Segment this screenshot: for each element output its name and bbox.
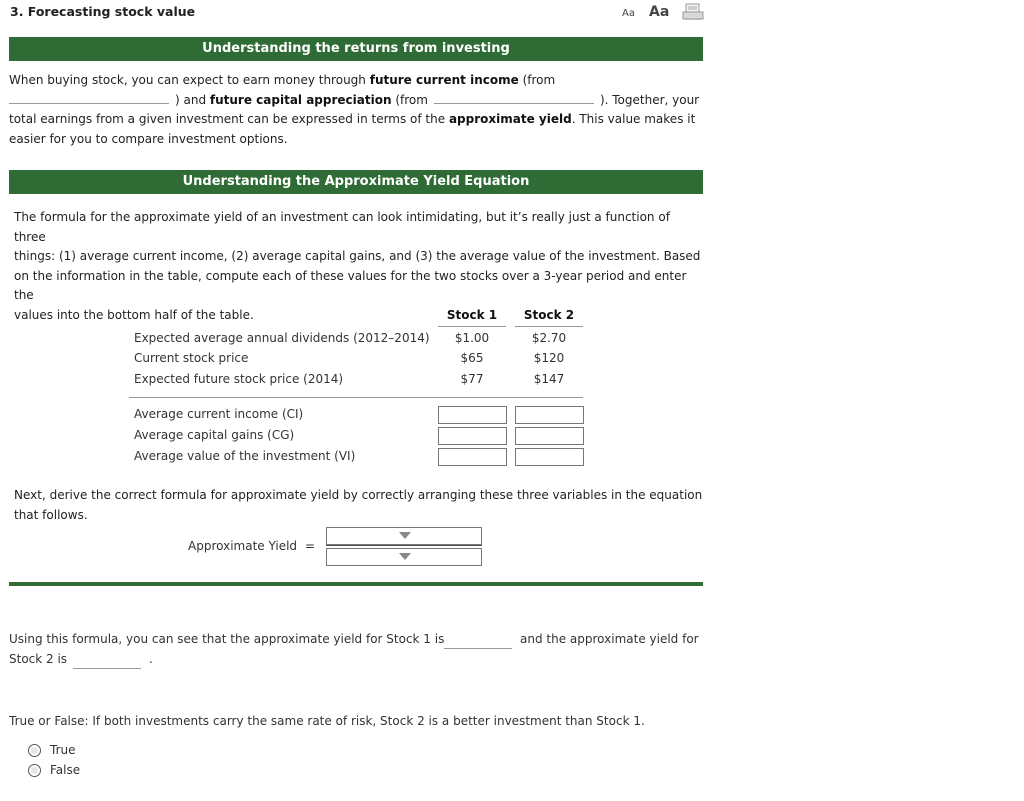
numerator-dropdown[interactable] — [326, 527, 482, 545]
column-header-stock2: Stock 2 — [523, 308, 575, 322]
income-source-blank[interactable] — [9, 91, 169, 104]
returns-banner: Understanding the returns from investing — [9, 37, 703, 61]
appreciation-source-blank[interactable] — [434, 91, 594, 104]
stock2-current-price: $120 — [533, 351, 565, 365]
stock1-cg-input[interactable] — [438, 427, 507, 445]
font-size-large-button[interactable]: Aa — [649, 4, 670, 20]
section-divider — [9, 582, 703, 586]
stock1-dividends: $1.00 — [454, 331, 490, 345]
stock1-ci-input[interactable] — [438, 406, 507, 424]
row-label-current-price: Current stock price — [134, 351, 249, 365]
row-label-future-price: Expected future stock price (2014) — [134, 372, 344, 386]
stock2-cg-input[interactable] — [515, 427, 584, 445]
yield-stock1-text: Using this formula, you can see that the approximate yield for Stock 1 is — [9, 632, 445, 646]
approximate-yield-label: Approximate Yield — [188, 539, 298, 553]
denominator-dropdown[interactable] — [326, 548, 482, 566]
true-false-question: True or False: If both investments carry the same rate of risk, Stock 2 is a better investment than Stock 1. — [9, 714, 645, 728]
yield-stock2-blank[interactable] — [73, 656, 141, 669]
yield-period: . — [149, 652, 153, 666]
yield-equation-paragraph: The formula for the approximate yield of an investment can look intimidating, but it’s really just a function of three things: (1) average current income, (2) average capital gains, and (3) the average value of the investment. Based on the information in the table, compute each of these values for the two stocks over a 3-year period and enter the values into the bottom half of the table. — [14, 210, 701, 322]
yield-equation-banner: Understanding the Approximate Yield Equation — [9, 170, 703, 194]
true-radio[interactable] — [28, 744, 41, 757]
stock1-future-price: $77 — [460, 372, 484, 386]
yield-stock2-text-a: and the approximate yield for — [520, 632, 699, 646]
equals-sign: = — [305, 539, 316, 553]
font-size-small-button[interactable]: Aa — [622, 8, 635, 19]
question-title: 3. Forecasting stock value — [10, 4, 196, 19]
print-icon[interactable] — [682, 3, 704, 21]
row-label-cg: Average capital gains (CG) — [134, 428, 295, 442]
row-label-ci: Average current income (CI) — [134, 407, 304, 421]
stock1-vi-input[interactable] — [438, 448, 507, 466]
stock2-ci-input[interactable] — [515, 406, 584, 424]
chevron-down-icon — [399, 553, 411, 560]
stock2-dividends: $2.70 — [531, 331, 567, 345]
table-divider — [129, 397, 583, 398]
returns-paragraph: When buying stock, you can expect to earn money through future current income (from ) and future capital appreciation (from ). Together, your total earnings from a given investment can be expressed in terms of the approximate yield. This value makes it easier for you to compare investment options. — [9, 73, 700, 146]
stock2-future-price: $147 — [533, 372, 565, 386]
yield-stock2-text-b: Stock 2 is — [9, 652, 68, 666]
row-label-dividends: Expected average annual dividends (2012–2014) — [134, 331, 430, 345]
false-radio[interactable] — [28, 764, 41, 777]
row-label-vi: Average value of the investment (VI) — [134, 449, 356, 463]
formula-paragraph: Next, derive the correct formula for approximate yield by correctly arranging these three variables in the equation that follows. — [14, 488, 703, 522]
true-label[interactable]: True — [50, 743, 76, 757]
chevron-down-icon — [399, 532, 411, 539]
yield-stock1-blank[interactable] — [444, 636, 512, 649]
fraction-bar — [326, 545, 482, 546]
column-header-stock1: Stock 1 — [446, 308, 498, 322]
false-label[interactable]: False — [50, 763, 81, 777]
stock1-current-price: $65 — [460, 351, 484, 365]
stock2-vi-input[interactable] — [515, 448, 584, 466]
